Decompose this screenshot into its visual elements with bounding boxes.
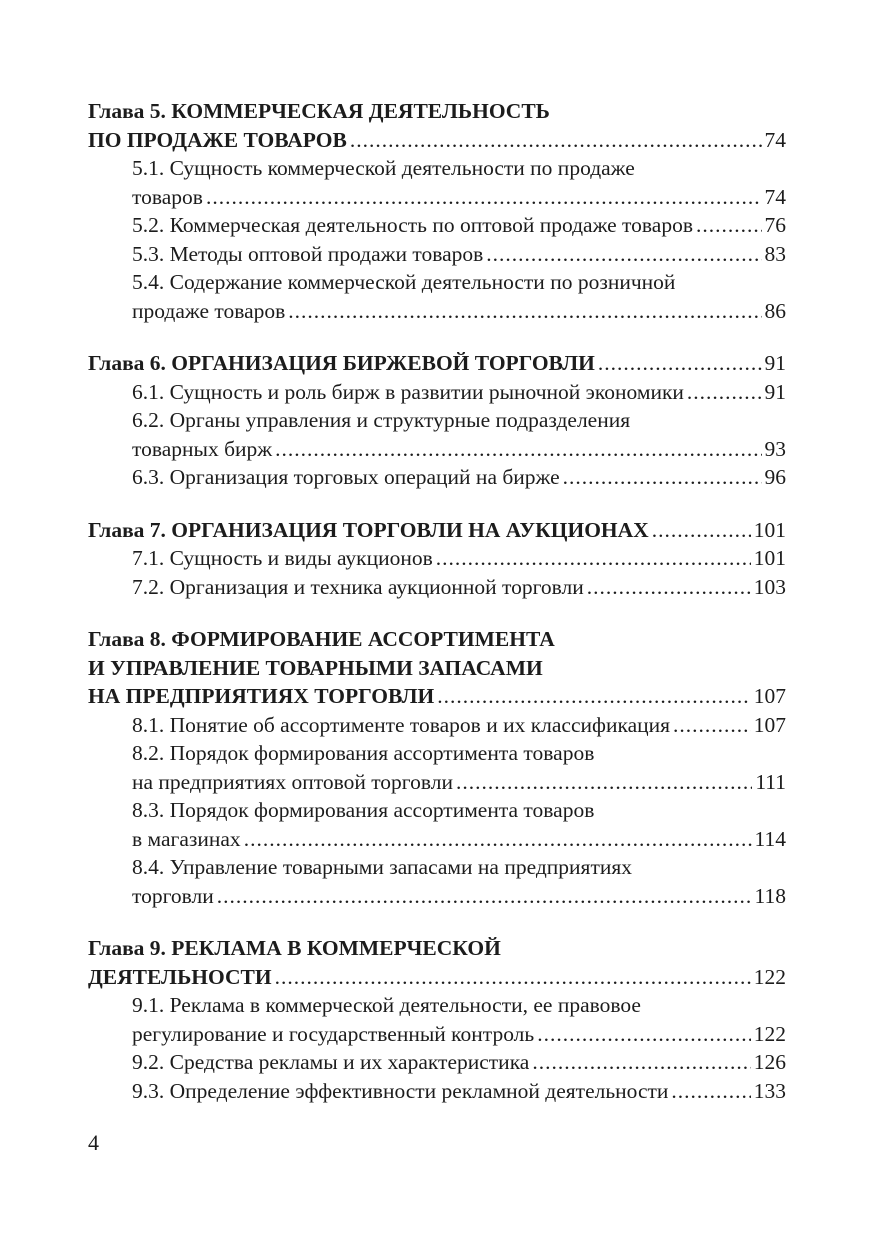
section-title: 7.2. Организация и техника аукционной торговли [132, 574, 584, 599]
section-title: 7.1. Сущность и виды аукционов [132, 546, 433, 570]
section-line [88, 154, 786, 183]
section-title: 6.1. Сущность и роль бирж в развитии рыночной экономики [132, 379, 684, 404]
dot-leader [673, 711, 751, 740]
section-page-number: 118 [754, 883, 786, 908]
chapter-page-number: 101 [753, 517, 786, 542]
dot-leader [537, 1020, 751, 1049]
chapter-title: Глава 9. РЕКЛАМА В КОММЕРЧЕСКОЙ [88, 936, 501, 960]
chapter-title: Глава 8. ФОРМИРОВАНИЕ АССОРТИМЕНТА [88, 627, 555, 651]
section-line [88, 573, 786, 602]
section-title: 5.1. Сущность коммерческой деятельности по продаже [132, 156, 635, 180]
section-line [88, 406, 786, 435]
section-page-number: 101 [753, 546, 786, 570]
section-title: товаров [132, 184, 203, 209]
section-page-number: 111 [755, 769, 786, 794]
dot-leader [671, 1077, 750, 1106]
dot-leader [350, 126, 762, 155]
chapter-title-line [88, 625, 786, 654]
dot-leader [437, 682, 750, 711]
dot-leader [563, 463, 762, 492]
section-title: регулирование и государственный контроль [132, 1021, 535, 1046]
section-line [88, 825, 786, 854]
section-line [88, 463, 786, 492]
chapter-title-line [88, 516, 786, 545]
chapter-block [88, 625, 786, 910]
chapter-title-line [88, 349, 786, 378]
section-line [88, 711, 786, 740]
dot-leader [652, 516, 751, 545]
section-title: товарных бирж [132, 436, 273, 461]
section-line [88, 991, 786, 1020]
section-line [88, 853, 786, 882]
dot-leader [275, 435, 761, 464]
section-title: 5.4. Содержание коммерческой деятельности по розничной [132, 270, 676, 294]
section-title: 5.2. Коммерческая деятельность по оптовой продаже товаров [132, 213, 693, 237]
section-page-number: 91 [764, 379, 786, 404]
section-page-number: 74 [764, 184, 786, 209]
section-line [88, 268, 786, 297]
section-line [88, 1020, 786, 1049]
section-page-number: 122 [753, 1021, 786, 1046]
section-page-number: 103 [753, 574, 786, 599]
section-page-number: 114 [754, 826, 786, 851]
chapter-block [88, 516, 786, 602]
section-title: на предприятиях оптовой торговли [132, 769, 453, 794]
chapter-title: ДЕЯТЕЛЬНОСТИ [88, 964, 272, 989]
section-title: 6.3. Организация торговых операций на бирже [132, 465, 560, 489]
section-line [88, 297, 786, 326]
dot-leader [687, 378, 762, 407]
section-title: 9.1. Реклама в коммерческой деятельности, ее правовое [132, 993, 641, 1017]
chapter-page-number: 107 [753, 684, 786, 708]
section-title: 6.2. Органы управления и структурные подразделения [132, 408, 631, 432]
section-line [88, 183, 786, 212]
section-page-number: 86 [764, 298, 786, 323]
section-line [88, 240, 786, 269]
section-line [88, 1077, 786, 1106]
section-title: 8.1. Понятие об ассортименте товаров и их классификация [132, 712, 671, 737]
dot-leader [587, 573, 751, 602]
chapter-title-line [88, 963, 786, 992]
section-line [88, 739, 786, 768]
chapter-block [88, 349, 786, 492]
dot-leader [436, 544, 751, 573]
dot-leader [217, 882, 752, 911]
dot-leader [244, 825, 752, 854]
section-title: 8.3. Порядок формирования ассортимента товаров [132, 798, 595, 822]
chapter-page-number: 122 [753, 964, 786, 989]
section-title: 8.2. Порядок формирования ассортимента товаров [132, 741, 595, 765]
section-title: 5.3. Методы оптовой продажи товаров [132, 241, 484, 266]
chapter-block [88, 934, 786, 1105]
chapter-title: НА ПРЕДПРИЯТИЯХ ТОРГОВЛИ [88, 684, 435, 708]
section-page-number: 96 [764, 465, 786, 489]
section-page-number: 107 [753, 712, 786, 737]
chapter-title-line [88, 654, 786, 683]
dot-leader [486, 240, 761, 269]
section-title: торговли [132, 883, 214, 908]
dot-leader [206, 183, 762, 212]
dot-leader [288, 297, 761, 326]
chapter-block [88, 97, 786, 325]
section-title: в магазинах [132, 826, 241, 851]
dot-leader [456, 768, 752, 797]
chapter-title: ПО ПРОДАЖЕ ТОВАРОВ [88, 127, 347, 152]
section-title: 9.2. Средства рекламы и их характеристика [132, 1050, 530, 1074]
chapter-title-line [88, 934, 786, 963]
section-page-number: 126 [753, 1050, 786, 1074]
dot-leader [275, 963, 751, 992]
chapter-title-line [88, 126, 786, 155]
chapter-title-line [88, 97, 786, 126]
section-line [88, 796, 786, 825]
section-title: 9.3. Определение эффективности рекламной деятельности [132, 1078, 669, 1103]
section-line [88, 882, 786, 911]
section-page-number: 133 [753, 1078, 786, 1103]
table-of-contents [88, 97, 786, 1129]
chapter-title: Глава 6. ОРГАНИЗАЦИЯ БИРЖЕВОЙ ТОРГОВЛИ [88, 351, 595, 375]
chapter-title: И УПРАВЛЕНИЕ ТОВАРНЫМИ ЗАПАСАМИ [88, 655, 543, 680]
section-line [88, 768, 786, 797]
chapter-page-number: 91 [764, 351, 786, 375]
section-line [88, 435, 786, 464]
section-line [88, 544, 786, 573]
chapter-title: Глава 5. КОММЕРЧЕСКАЯ ДЕЯТЕЛЬНОСТЬ [88, 99, 550, 123]
section-line [88, 1048, 786, 1077]
section-page-number: 93 [764, 436, 786, 461]
dot-leader [532, 1048, 750, 1077]
page-number: 4 [88, 1130, 99, 1155]
dot-leader [598, 349, 762, 378]
section-page-number: 76 [764, 213, 786, 237]
section-line [88, 211, 786, 240]
chapter-title-line [88, 682, 786, 711]
dot-leader [696, 211, 762, 240]
chapter-page-number: 74 [764, 127, 786, 152]
section-title: 8.4. Управление товарными запасами на предприятиях [132, 855, 632, 879]
section-page-number: 83 [764, 241, 786, 266]
section-line [88, 378, 786, 407]
chapter-title: Глава 7. ОРГАНИЗАЦИЯ ТОРГОВЛИ НА АУКЦИОНАХ [88, 517, 649, 542]
section-title: продаже товаров [132, 298, 286, 323]
